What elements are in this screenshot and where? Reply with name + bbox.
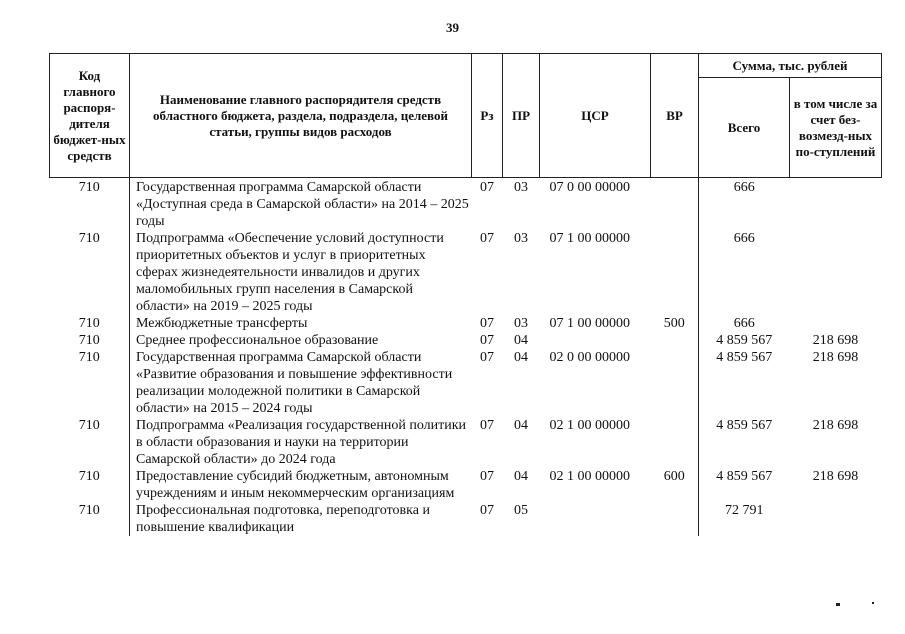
cell-pr: 04 (514, 418, 528, 433)
budget-table (49, 53, 882, 536)
header-vr: ВР (651, 54, 699, 178)
header-sum: Сумма, тыс. рублей (699, 54, 882, 78)
cell-total: 666 (699, 315, 790, 332)
scan-speck (836, 603, 840, 606)
page-number: 39 (446, 20, 459, 35)
cell-code: 710 (78, 350, 100, 365)
cell-rz: 07 (480, 333, 494, 348)
cell-name: Среднее профессиональное образование (130, 332, 472, 349)
cell-csr: 02 0 00 00000 (549, 350, 630, 365)
cell-code: 710 (78, 333, 100, 348)
cell-pr: 05 (514, 503, 528, 518)
cell-csr: 07 1 00 00000 (549, 316, 630, 331)
header-total: Всего (699, 78, 790, 178)
cell-free (790, 178, 882, 231)
cell-code: 710 (78, 231, 100, 246)
cell-vr (651, 178, 699, 231)
cell-csr (540, 502, 651, 536)
cell-free (790, 315, 882, 332)
cell-free: 218 698 (812, 469, 859, 484)
cell-rz: 07 (480, 316, 494, 331)
table-row (50, 315, 882, 332)
scan-speck (872, 602, 874, 604)
cell-rz: 07 (480, 469, 494, 484)
cell-free: 218 698 (812, 350, 859, 365)
cell-code: 710 (78, 418, 100, 433)
cell-pr: 03 (514, 180, 528, 195)
cell-total: 4 859 567 (699, 349, 790, 417)
table-row (50, 230, 882, 315)
cell-csr (540, 332, 651, 349)
cell-vr: 600 (663, 469, 685, 484)
cell-name: Государственная программа Самарской области «Развитие образования и повышение эффективности реализации молодежной политики в Самарской области» на 2015 – 2024 годы (130, 349, 472, 417)
cell-free (790, 230, 882, 315)
cell-csr: 02 1 00 00000 (549, 469, 630, 484)
cell-name: Подпрограмма «Реализация государственной политики в области образования и науки на территории Самарской области» до 2024 года (130, 417, 472, 468)
cell-vr (651, 349, 699, 417)
cell-total: 666 (699, 230, 790, 315)
table-row (50, 349, 882, 417)
cell-pr: 04 (514, 333, 528, 348)
cell-free: 218 698 (812, 418, 859, 433)
header-rz: Рз (472, 54, 503, 178)
cell-total: 72 791 (699, 502, 790, 536)
table-row (50, 502, 882, 536)
cell-name: Предоставление субсидий бюджетным, автономным учреждениям и иным некоммерческим организациям (130, 468, 472, 502)
cell-rz: 07 (480, 503, 494, 518)
cell-code: 710 (78, 503, 100, 518)
cell-csr: 07 1 00 00000 (549, 231, 630, 246)
cell-pr: 03 (514, 316, 528, 331)
header-code: Код главного распоря-дителя бюджет-ных средств (50, 54, 130, 178)
table-row (50, 417, 882, 468)
cell-vr (651, 417, 699, 468)
cell-pr: 03 (514, 231, 528, 246)
table-row (50, 332, 882, 349)
cell-name: Государственная программа Самарской области «Доступная среда в Самарской области» на 2014 – 2025 годы (130, 178, 472, 231)
cell-pr: 04 (514, 469, 528, 484)
cell-vr (651, 332, 699, 349)
cell-csr: 02 1 00 00000 (549, 418, 630, 433)
header-free: в том числе за счет без-возмезд-ных по-ступлений (790, 78, 882, 178)
cell-csr: 07 0 00 00000 (549, 180, 630, 195)
cell-total: 4 859 567 (699, 332, 790, 349)
cell-name: Профессиональная подготовка, переподготовка и повышение квалификации (130, 502, 472, 536)
cell-rz: 07 (480, 180, 494, 195)
cell-free (790, 502, 882, 536)
cell-total: 4 859 567 (699, 468, 790, 502)
header-csr: ЦСР (540, 54, 651, 178)
cell-rz: 07 (480, 231, 494, 246)
header-name: Наименование главного распорядителя средств областного бюджета, раздела, подраздела, целевой статьи, группы видов расходов (130, 54, 472, 178)
header-pr: ПР (503, 54, 540, 178)
cell-name: Подпрограмма «Обеспечение условий доступности приоритетных объектов и услуг в приоритетных сферах жизнедеятельности инвалидов и других маломобильных групп населения в Самарской области» на 2019 – 2025 годы (130, 230, 472, 315)
cell-code: 710 (78, 469, 100, 484)
cell-free: 218 698 (812, 333, 859, 348)
cell-name: Межбюджетные трансферты (130, 315, 472, 332)
cell-vr: 500 (663, 316, 685, 331)
cell-rz: 07 (480, 418, 494, 433)
cell-code: 710 (78, 180, 100, 195)
cell-vr (651, 502, 699, 536)
cell-pr: 04 (514, 350, 528, 365)
cell-vr (651, 230, 699, 315)
table-row (50, 468, 882, 502)
cell-total: 666 (699, 178, 790, 231)
cell-rz: 07 (480, 350, 494, 365)
cell-code: 710 (78, 316, 100, 331)
table-row (50, 178, 882, 231)
cell-total: 4 859 567 (699, 417, 790, 468)
